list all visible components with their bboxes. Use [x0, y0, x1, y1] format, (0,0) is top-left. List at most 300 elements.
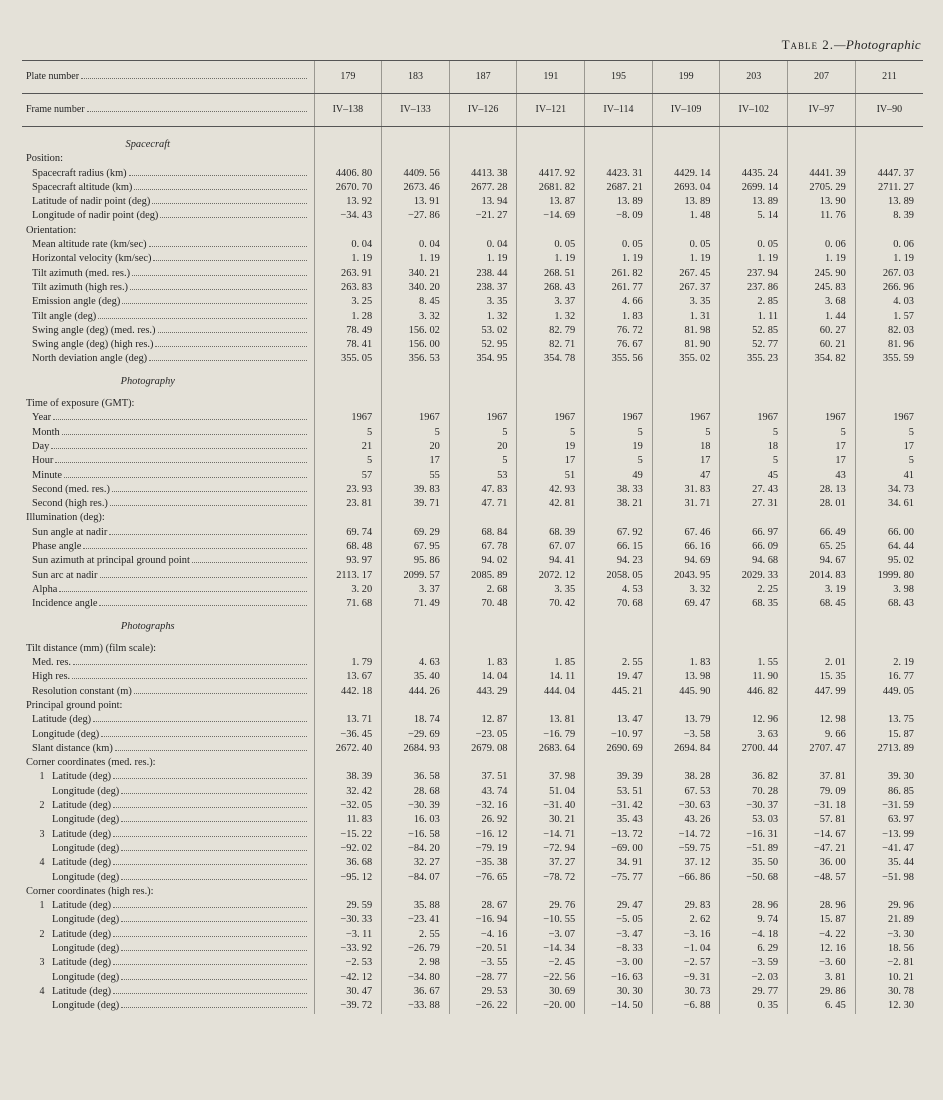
dot-leader	[153, 260, 306, 261]
table-row	[22, 742, 923, 756]
value-cell: 70. 42	[517, 597, 585, 611]
value-cell: −47. 21	[788, 842, 856, 856]
value-cell: 57	[314, 469, 382, 483]
value-cell: −3. 47	[585, 928, 653, 942]
row-label-text: Latitude (deg)	[52, 957, 112, 969]
table-row	[22, 828, 923, 842]
value-cell: 67. 92	[585, 526, 653, 540]
plate-number-cell: 195	[585, 61, 653, 94]
corner-number: 3	[39, 957, 45, 969]
empty-cell	[788, 397, 856, 411]
dot-leader	[98, 318, 306, 319]
value-cell: 2043. 95	[652, 569, 720, 583]
value-cell: 36. 58	[382, 770, 450, 784]
value-cell: −16. 12	[449, 828, 517, 842]
value-cell: 17	[788, 454, 856, 468]
row-label	[22, 167, 314, 181]
spacer-row	[22, 389, 923, 397]
row-label	[22, 597, 314, 611]
row-label	[22, 999, 314, 1013]
value-cell: 32. 42	[314, 785, 382, 799]
value-cell: −8. 09	[585, 209, 653, 223]
value-cell: 11. 76	[788, 209, 856, 223]
row-label-text: Longitude (deg)	[52, 1000, 120, 1012]
empty-cell	[585, 127, 653, 139]
group-heading: Principal ground point:	[26, 699, 123, 711]
table-row	[22, 985, 923, 999]
value-cell: −5. 05	[585, 913, 653, 927]
value-cell: −27. 86	[382, 209, 450, 223]
value-cell: −75. 77	[585, 871, 653, 885]
empty-cell	[449, 612, 517, 620]
value-cell: 2. 55	[382, 928, 450, 942]
empty-cell	[382, 511, 450, 525]
value-cell: 2690. 69	[585, 742, 653, 756]
empty-cell	[788, 389, 856, 397]
value-cell: 30. 47	[314, 985, 382, 999]
value-cell: 2687. 21	[585, 181, 653, 195]
plate-number-label: Plate number	[22, 61, 314, 94]
value-cell: 2029. 33	[720, 569, 788, 583]
table-row	[22, 728, 923, 742]
value-cell: 355. 23	[720, 352, 788, 366]
value-cell: 20	[382, 440, 450, 454]
empty-cell	[720, 224, 788, 238]
row-label	[22, 554, 314, 568]
value-cell: 3. 98	[855, 583, 923, 597]
value-cell: 13. 67	[314, 670, 382, 684]
row-label	[22, 913, 314, 927]
value-cell: 3. 32	[382, 310, 450, 324]
value-cell: 67. 95	[382, 540, 450, 554]
value-cell: 5	[449, 426, 517, 440]
row-label-text: Longitude (deg)	[52, 914, 120, 926]
value-cell: 245. 83	[788, 281, 856, 295]
dot-leader	[115, 750, 307, 751]
table-row	[22, 785, 923, 799]
row-label-text: Longitude of nadir point (deg)	[32, 210, 159, 222]
value-cell: −84. 07	[382, 871, 450, 885]
value-cell: 6. 45	[788, 999, 856, 1013]
value-cell: 1. 44	[788, 310, 856, 324]
value-cell: 13. 79	[652, 713, 720, 727]
value-cell: 2. 25	[720, 583, 788, 597]
value-cell: 2099. 57	[382, 569, 450, 583]
group-heading: Tilt distance (mm) (film scale):	[26, 642, 157, 654]
group-heading-row	[22, 885, 923, 899]
value-cell: −3. 59	[720, 956, 788, 970]
value-cell: 4447. 37	[855, 167, 923, 181]
table-row	[22, 597, 923, 611]
row-label	[22, 942, 314, 956]
value-cell: −3. 58	[652, 728, 720, 742]
empty-cell	[314, 634, 382, 642]
value-cell: −3. 55	[449, 956, 517, 970]
empty-cell	[382, 756, 450, 770]
value-cell: 0. 05	[517, 238, 585, 252]
table-row	[22, 238, 923, 252]
table-row	[22, 195, 923, 209]
row-label-text: Latitude (deg)	[52, 828, 112, 840]
dot-leader	[113, 936, 306, 937]
row-label	[22, 656, 314, 670]
value-cell: 42. 81	[517, 497, 585, 511]
value-cell: 10. 21	[855, 971, 923, 985]
value-cell: 1967	[449, 411, 517, 425]
value-cell: 1. 19	[720, 252, 788, 266]
dot-leader	[83, 548, 306, 549]
row-label	[22, 352, 314, 366]
group-heading-row	[22, 152, 923, 166]
value-cell: 66. 49	[788, 526, 856, 540]
value-cell: 36. 00	[788, 856, 856, 870]
row-label-text: High res.	[32, 671, 71, 683]
value-cell: −2. 53	[314, 956, 382, 970]
table-body	[22, 127, 923, 1014]
empty-cell	[382, 389, 450, 397]
value-cell: 95. 02	[855, 554, 923, 568]
plate-number-cell: 207	[788, 61, 856, 94]
value-cell: 70. 48	[449, 597, 517, 611]
value-cell: 14. 11	[517, 670, 585, 684]
group-heading-row	[22, 756, 923, 770]
empty-cell	[788, 375, 856, 389]
dot-leader	[51, 448, 306, 449]
value-cell: −2. 03	[720, 971, 788, 985]
plate-number-cell: 179	[314, 61, 382, 94]
dot-leader	[99, 605, 306, 606]
value-cell: 1967	[382, 411, 450, 425]
empty-cell	[314, 127, 382, 139]
frame-number-cell: IV–102	[720, 94, 788, 127]
empty-cell	[585, 152, 653, 166]
empty-cell	[517, 367, 585, 375]
value-cell: 18	[652, 440, 720, 454]
group-heading-row	[22, 224, 923, 238]
empty-cell	[449, 375, 517, 389]
value-cell: 45	[720, 469, 788, 483]
dot-leader	[149, 360, 306, 361]
value-cell: 38. 21	[585, 497, 653, 511]
row-label	[22, 497, 314, 511]
table-title: —Photographic	[834, 37, 921, 52]
value-cell: 37. 98	[517, 770, 585, 784]
value-cell: 39. 30	[855, 770, 923, 784]
empty-cell	[585, 138, 653, 152]
empty-cell	[382, 634, 450, 642]
value-cell: 30. 21	[517, 813, 585, 827]
table-row	[22, 426, 923, 440]
row-label	[22, 526, 314, 540]
value-cell: 68. 84	[449, 526, 517, 540]
value-cell: 3. 32	[652, 583, 720, 597]
value-cell: −79. 19	[449, 842, 517, 856]
empty-cell	[652, 224, 720, 238]
empty-cell	[314, 699, 382, 713]
value-cell: 53. 03	[720, 813, 788, 827]
empty-cell	[855, 699, 923, 713]
value-cell: 43. 26	[652, 813, 720, 827]
frame-number-cell: IV–114	[585, 94, 653, 127]
row-label	[22, 295, 314, 309]
empty-cell	[652, 885, 720, 899]
value-cell: 18	[720, 440, 788, 454]
value-cell: 68. 39	[517, 526, 585, 540]
value-cell: 12. 98	[788, 713, 856, 727]
empty-cell	[855, 224, 923, 238]
value-cell: 5	[652, 426, 720, 440]
value-cell: 64. 44	[855, 540, 923, 554]
empty-cell	[720, 699, 788, 713]
row-label	[22, 713, 314, 727]
frame-number-label: Frame number	[22, 94, 314, 127]
row-label-text: Latitude (deg)	[52, 800, 112, 812]
empty-cell	[382, 127, 450, 139]
value-cell: −31. 59	[855, 799, 923, 813]
group-heading: Time of exposure (GMT):	[26, 398, 135, 410]
empty-cell	[652, 756, 720, 770]
value-cell: 1. 85	[517, 656, 585, 670]
dot-leader	[121, 850, 306, 851]
value-cell: 355. 59	[855, 352, 923, 366]
value-cell: −3. 07	[517, 928, 585, 942]
row-label	[22, 828, 314, 842]
value-cell: −14. 72	[652, 828, 720, 842]
table-row	[22, 181, 923, 195]
value-cell: 52. 85	[720, 324, 788, 338]
empty-cell	[517, 885, 585, 899]
empty-cell	[314, 152, 382, 166]
empty-cell	[314, 511, 382, 525]
table-row	[22, 956, 923, 970]
value-cell: 47. 83	[449, 483, 517, 497]
value-cell: 12. 16	[788, 942, 856, 956]
dot-leader	[53, 419, 306, 420]
row-label-text: Horizontal velocity (km/sec)	[32, 253, 152, 265]
value-cell: 11. 90	[720, 670, 788, 684]
row-label-text: Day	[32, 440, 50, 452]
value-cell: 30. 69	[517, 985, 585, 999]
value-cell: −10. 55	[517, 913, 585, 927]
value-cell: 1. 55	[720, 656, 788, 670]
value-cell: 69. 29	[382, 526, 450, 540]
value-cell: 47. 71	[449, 497, 517, 511]
row-label-text: Sun azimuth at principal ground point	[32, 555, 190, 567]
empty-cell	[517, 397, 585, 411]
value-cell: 53. 02	[449, 324, 517, 338]
empty-cell	[720, 138, 788, 152]
value-cell: 28. 13	[788, 483, 856, 497]
value-cell: 34. 61	[855, 497, 923, 511]
value-cell: 18. 74	[382, 713, 450, 727]
empty-cell	[517, 511, 585, 525]
value-cell: 5	[720, 454, 788, 468]
value-cell: 1967	[517, 411, 585, 425]
value-cell: 51	[517, 469, 585, 483]
empty-cell	[382, 224, 450, 238]
empty-cell	[585, 389, 653, 397]
value-cell: 13. 92	[314, 195, 382, 209]
value-cell: 30. 78	[855, 985, 923, 999]
group-heading: Orientation:	[26, 224, 77, 236]
value-cell: 27. 43	[720, 483, 788, 497]
value-cell: 43	[788, 469, 856, 483]
dot-leader	[121, 921, 306, 922]
value-cell: 70. 28	[720, 785, 788, 799]
value-cell: 6. 29	[720, 942, 788, 956]
value-cell: 27. 31	[720, 497, 788, 511]
value-cell: 2693. 04	[652, 181, 720, 195]
value-cell: 52. 77	[720, 338, 788, 352]
row-label	[22, 267, 314, 281]
empty-cell	[585, 699, 653, 713]
value-cell: 0. 04	[449, 238, 517, 252]
empty-cell	[720, 511, 788, 525]
table-row	[22, 281, 923, 295]
row-label-text: Second (high res.)	[32, 498, 108, 510]
empty-cell	[788, 699, 856, 713]
value-cell: 37. 27	[517, 856, 585, 870]
value-cell: 65. 25	[788, 540, 856, 554]
value-cell: 2694. 84	[652, 742, 720, 756]
row-label-text: Longitude (deg)	[52, 943, 120, 955]
dot-leader	[72, 678, 306, 679]
value-cell: −14. 34	[517, 942, 585, 956]
empty-cell	[449, 756, 517, 770]
value-cell: 60. 21	[788, 338, 856, 352]
value-cell: −2. 81	[855, 956, 923, 970]
group-heading-row	[22, 397, 923, 411]
table-row	[22, 770, 923, 784]
empty-cell	[652, 620, 720, 634]
value-cell: 32. 27	[382, 856, 450, 870]
value-cell: 13. 87	[517, 195, 585, 209]
value-cell: 35. 88	[382, 899, 450, 913]
empty-cell	[517, 138, 585, 152]
empty-cell	[788, 152, 856, 166]
table-row	[22, 942, 923, 956]
row-label	[22, 338, 314, 352]
empty-cell	[788, 367, 856, 375]
value-cell: 66. 16	[652, 540, 720, 554]
frame-number-cell: IV–133	[382, 94, 450, 127]
empty-cell	[382, 620, 450, 634]
row-label-text: Hour	[32, 455, 54, 467]
empty-cell	[652, 389, 720, 397]
empty-cell	[585, 620, 653, 634]
value-cell: 5. 14	[720, 209, 788, 223]
value-cell: −33. 92	[314, 942, 382, 956]
value-cell: 2672. 40	[314, 742, 382, 756]
value-cell: 71. 49	[382, 597, 450, 611]
value-cell: 39. 83	[382, 483, 450, 497]
empty-cell	[449, 367, 517, 375]
value-cell: 8. 45	[382, 295, 450, 309]
value-cell: 52. 95	[449, 338, 517, 352]
value-cell: 2. 62	[652, 913, 720, 927]
plate-number-row	[22, 61, 923, 94]
value-cell: 76. 67	[585, 338, 653, 352]
value-cell: 2058. 05	[585, 569, 653, 583]
value-cell: −84. 20	[382, 842, 450, 856]
row-label	[22, 742, 314, 756]
empty-cell	[517, 634, 585, 642]
value-cell: −8. 33	[585, 942, 653, 956]
value-cell: 94. 67	[788, 554, 856, 568]
value-cell: 47	[652, 469, 720, 483]
value-cell: 3. 81	[788, 971, 856, 985]
value-cell: 35. 40	[382, 670, 450, 684]
row-label-text: Latitude of nadir point (deg)	[32, 196, 151, 208]
empty-cell	[652, 375, 720, 389]
empty-cell	[720, 367, 788, 375]
value-cell: 82. 03	[855, 324, 923, 338]
value-cell: 3. 37	[517, 295, 585, 309]
value-cell: 5	[449, 454, 517, 468]
value-cell: 15. 87	[855, 728, 923, 742]
empty-cell	[585, 756, 653, 770]
empty-cell	[449, 634, 517, 642]
value-cell: 2707. 47	[788, 742, 856, 756]
value-cell: −3. 00	[585, 956, 653, 970]
spacer-row	[22, 612, 923, 620]
plate-number-cell: 199	[652, 61, 720, 94]
table-row	[22, 469, 923, 483]
empty-cell	[720, 127, 788, 139]
value-cell: −16. 79	[517, 728, 585, 742]
table-row	[22, 554, 923, 568]
empty-cell	[517, 127, 585, 139]
empty-cell	[788, 634, 856, 642]
value-cell: 340. 20	[382, 281, 450, 295]
corner-number: 2	[39, 800, 45, 812]
value-cell: 3. 63	[720, 728, 788, 742]
dot-leader	[134, 693, 307, 694]
corner-number: 4	[39, 857, 45, 869]
value-cell: −14. 71	[517, 828, 585, 842]
value-cell: −26. 22	[449, 999, 517, 1013]
value-cell: 42. 93	[517, 483, 585, 497]
dot-leader	[121, 793, 306, 794]
table-row	[22, 540, 923, 554]
value-cell: 29. 76	[517, 899, 585, 913]
value-cell: 12. 30	[855, 999, 923, 1013]
value-cell: 36. 82	[720, 770, 788, 784]
dot-leader	[112, 491, 307, 492]
empty-cell	[382, 138, 450, 152]
value-cell: 29. 47	[585, 899, 653, 913]
table-row	[22, 454, 923, 468]
value-cell: −39. 72	[314, 999, 382, 1013]
table-row	[22, 856, 923, 870]
empty-cell	[585, 634, 653, 642]
value-cell: 49	[585, 469, 653, 483]
dot-leader	[64, 477, 307, 478]
value-cell: 355. 02	[652, 352, 720, 366]
value-cell: 17	[652, 454, 720, 468]
empty-cell	[855, 127, 923, 139]
corner-number: 4	[39, 985, 45, 997]
empty-cell	[585, 642, 653, 656]
value-cell: 14. 04	[449, 670, 517, 684]
value-cell: 2713. 89	[855, 742, 923, 756]
dot-leader	[113, 778, 306, 779]
value-cell: 3. 68	[788, 295, 856, 309]
value-cell: 95. 86	[382, 554, 450, 568]
value-cell: 29. 77	[720, 985, 788, 999]
empty-cell	[720, 152, 788, 166]
value-cell: −4. 18	[720, 928, 788, 942]
